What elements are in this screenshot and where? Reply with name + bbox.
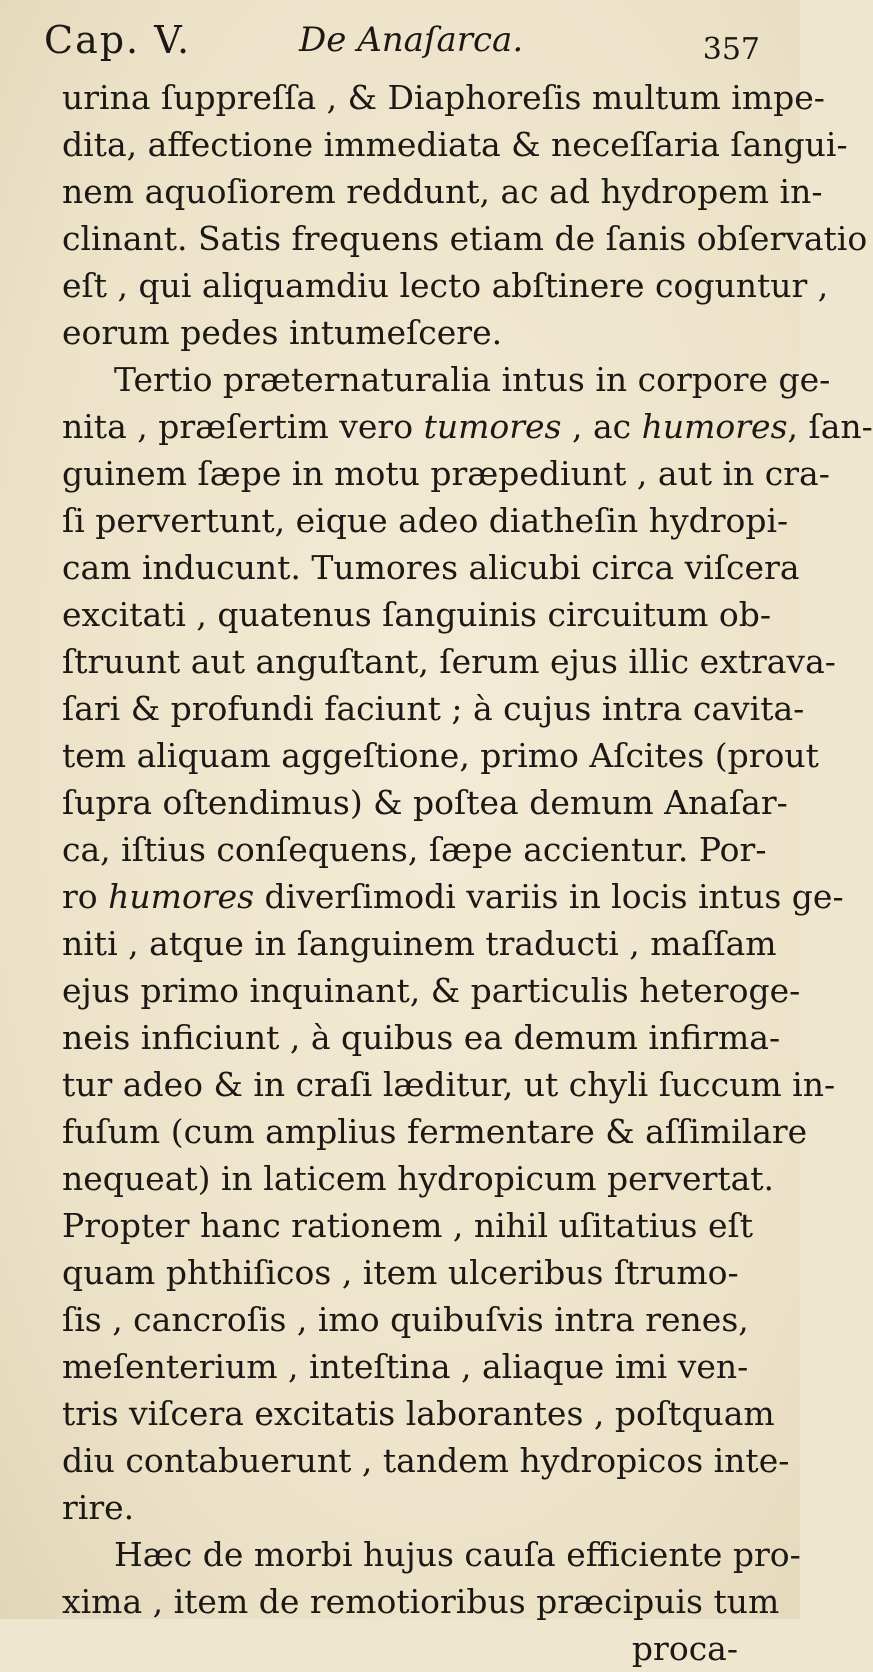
running-header xyxy=(44,14,770,72)
italic-term: humores xyxy=(108,877,255,916)
text-line: quam phthiſicos , item ulceribus ſtrumo- xyxy=(62,1253,739,1292)
text-line: rire. xyxy=(62,1488,135,1527)
italic-term: tumores xyxy=(423,407,562,446)
text-line: diu contabuerunt , tandem hydropicos inte- xyxy=(62,1441,790,1480)
text-line: nita , præſertim vero tumores , ac humores, ſan- xyxy=(62,407,873,446)
text-line: niti , atque in ſanguinem traducti , maſſam xyxy=(62,924,777,963)
italic-term: humores xyxy=(641,407,788,446)
text-line: ejus primo inquinant, & particulis heteroge- xyxy=(62,971,801,1010)
text-line: neis inficiunt , à quibus ea demum infirma- xyxy=(62,1018,781,1057)
text-line: clinant. Satis frequens etiam de ſanis obſervatio xyxy=(62,219,868,258)
text-line: urina ſuppreſſa , & Diaphoreſis multum impe- xyxy=(62,78,825,117)
catchword: proca- xyxy=(631,1629,738,1668)
text-line: meſenterium , inteſtina , aliaque imi ven- xyxy=(62,1347,749,1386)
text-line: Propter hanc rationem , nihil uſitatius eſt xyxy=(62,1206,753,1245)
text-line: ſari & profundi faciunt ; à cujus intra cavita- xyxy=(62,689,805,728)
running-title: De Anaſarca. xyxy=(299,20,524,60)
chapter-heading: Cap. V. xyxy=(44,18,192,62)
text-line: nequeat) in laticem hydropicum pervertat. xyxy=(62,1159,775,1198)
text-line: fuſum (cum amplius fermentare & aſſimilare xyxy=(62,1112,808,1151)
text-line: eſt , qui aliquamdiu lecto abſtinere coguntur , xyxy=(62,266,829,305)
text-line: ſupra oſtendimus) & poſtea demum Anaſar- xyxy=(62,783,788,822)
text-line: dita, affectione immediata & neceſſaria ſangui- xyxy=(62,125,848,164)
text-line: excitati , quatenus ſanguinis circuitum ob- xyxy=(62,595,772,634)
text-line: Tertio præternaturalia intus in corpore ge- xyxy=(114,360,831,399)
body-text xyxy=(62,74,873,1672)
text-line: tem aliquam aggeſtione, primo Aſcites (prout xyxy=(62,736,819,775)
text-line: tur adeo & in craſi læditur, ut chyli ſuccum in- xyxy=(62,1065,836,1104)
text-line: nem aquoſiorem reddunt, ac ad hydropem in- xyxy=(62,172,823,211)
page-number: 357 xyxy=(702,32,760,67)
text-line: ſi pervertunt, eique adeo diatheſin hydropi- xyxy=(62,501,789,540)
text-line: tris viſcera excitatis laborantes , poſtquam xyxy=(62,1394,775,1433)
text-line: Hæc de morbi hujus cauſa efficiente pro- xyxy=(114,1535,801,1574)
text-line: xima , item de remotioribus præcipuis tum xyxy=(62,1582,780,1621)
text-line: ca, iſtius conſequens, ſæpe accientur. Por- xyxy=(62,830,767,869)
text-line: cam inducunt. Tumores alicubi circa viſcera xyxy=(62,548,800,587)
text-line: ro humores diverſimodi variis in locis intus ge- xyxy=(62,877,844,916)
text-line: eorum pedes intumeſcere. xyxy=(62,313,503,352)
text-line: guinem ſæpe in motu præpediunt , aut in cra- xyxy=(62,454,830,493)
text-line: ſtruunt aut anguſtant, ſerum ejus illic extrava- xyxy=(62,642,836,681)
text-line: ſis , cancroſis , imo quibuſvis intra renes, xyxy=(62,1300,749,1339)
